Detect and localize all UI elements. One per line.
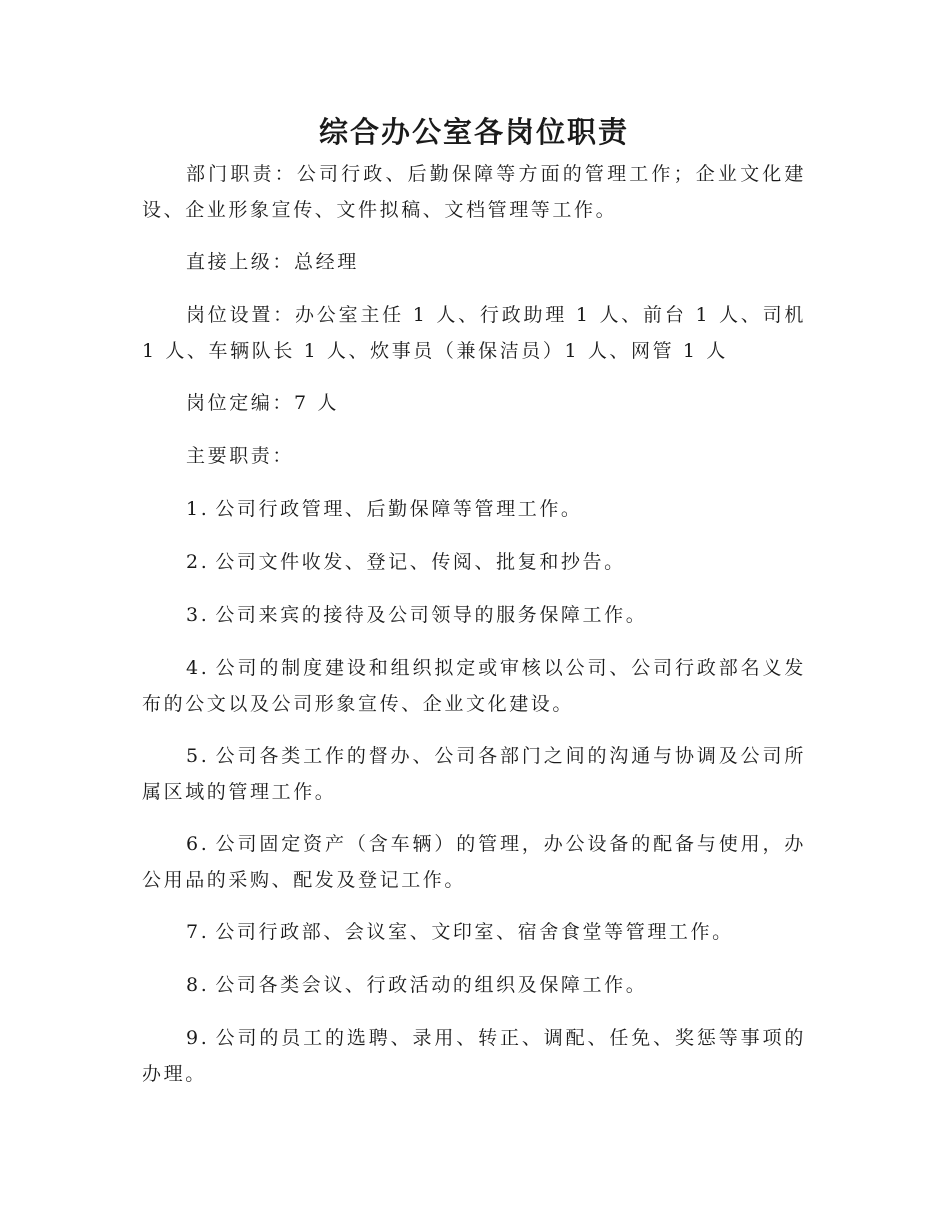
duty-text: 公司固定资产（含车辆）的管理，办公设备的配备与使用，办公用品的采购、配发及登记工作。 <box>142 833 806 891</box>
duty-number: 6. <box>186 833 210 855</box>
duty-number: 3. <box>186 604 210 626</box>
duty-number: 9. <box>186 1027 210 1049</box>
duty-item-2 <box>142 544 806 580</box>
duty-text: 公司的员工的选聘、录用、转正、调配、任免、奖惩等事项的办理。 <box>142 1027 806 1085</box>
duty-item-3 <box>142 597 806 633</box>
duty-text: 公司来宾的接待及公司领导的服务保障工作。 <box>215 604 648 626</box>
main-duties-label: 主要职责： <box>186 445 295 467</box>
duty-text: 公司各类工作的督办、公司各部门之间的沟通与协调及公司所属区域的管理工作。 <box>142 745 806 803</box>
superior-paragraph: 直接上级：总经理 <box>186 251 359 273</box>
duty-text: 公司行政部、会议室、文印室、宿舍食堂等管理工作。 <box>215 921 734 943</box>
duty-item-6 <box>142 826 806 898</box>
document-title: 综合办公室各岗位职责 <box>318 115 629 149</box>
duty-number: 5. <box>186 745 210 767</box>
duty-number: 2. <box>186 551 210 573</box>
duty-text: 公司的制度建设和组织拟定或审核以公司、公司行政部名义发布的公文以及公司形象宣传、企业文化建设。 <box>142 657 806 715</box>
duty-number: 7. <box>186 921 210 943</box>
duty-number: 4. <box>186 657 210 679</box>
headcount-paragraph: 岗位定编：7 人 <box>186 392 339 414</box>
positions-paragraph: 岗位设置：办公室主任 1 人、行政助理 1 人、前台 1 人、司机 1 人、车辆队长 1 人、炊事员（兼保洁员）1 人、网管 1 人 <box>142 304 806 362</box>
duty-text: 公司行政管理、后勤保障等管理工作。 <box>215 498 583 520</box>
duty-text: 公司各类会议、行政活动的组织及保障工作。 <box>215 974 648 996</box>
duty-text: 公司文件收发、登记、传阅、批复和抄告。 <box>215 551 626 573</box>
duty-item-7 <box>142 914 806 950</box>
duty-item-9 <box>142 1020 806 1092</box>
duty-item-8 <box>142 967 806 1003</box>
duty-item-1 <box>142 491 806 527</box>
duty-item-5 <box>142 738 806 810</box>
document-page <box>142 100 806 1108</box>
duty-number: 1. <box>186 498 210 520</box>
duty-number: 8. <box>186 974 210 996</box>
dept-duty-paragraph: 部门职责：公司行政、后勤保障等方面的管理工作；企业文化建设、企业形象宣传、文件拟稿、文档管理等工作。 <box>142 163 806 221</box>
duty-item-4 <box>142 650 806 722</box>
